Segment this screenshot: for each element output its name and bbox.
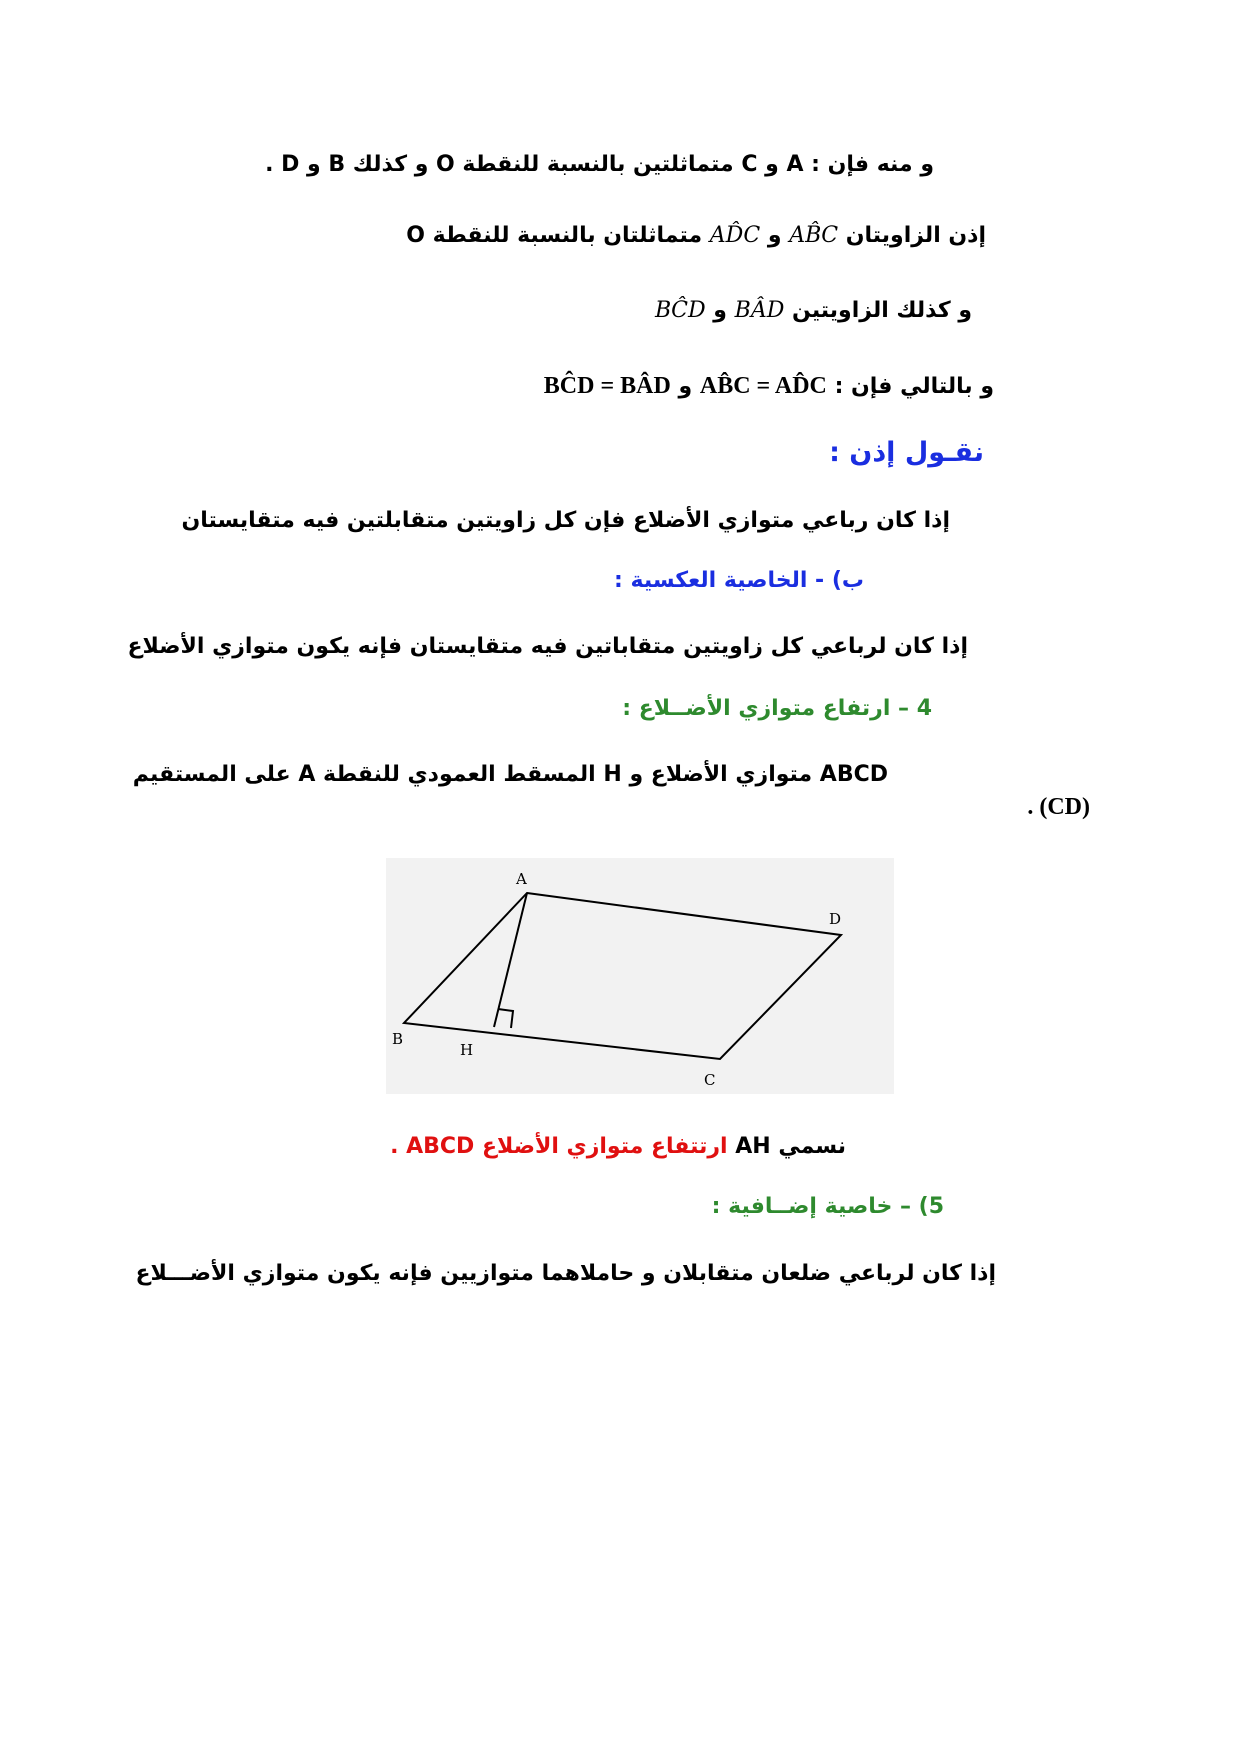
line-conclusion-symmetric-points: و منه فإن : A و C متماثلتين بالنسبة للنقطة O و كذلك B و D . — [265, 152, 934, 177]
property-statement: إذا كان رباعي متوازي الأضلاع فإن كل زاويتين متقابلتين فيه متقايستان — [181, 508, 950, 533]
additional-property-statement: إذا كان لرباعي ضلعان متقابلان و حاملاهما متوازيين فإنه يكون متوازي الأضـــلاع — [135, 1261, 996, 1286]
height-definition-line1: ABCD متوازي الأضلاع و H المسقط العمودي للنقطة A على المستقيم — [132, 762, 888, 787]
height-section-heading: 4 – ارتفاع متوازي الأضــلاع : — [622, 696, 932, 721]
line-other-angles — [655, 296, 972, 326]
parallelogram-diagram — [386, 858, 894, 1094]
conjunction: و — [767, 223, 782, 248]
angle-abc: AB̂C — [789, 223, 839, 248]
vertex-label-h: H — [460, 1041, 474, 1059]
conjunction: و — [678, 374, 693, 399]
right-angle-mark — [498, 1009, 513, 1028]
equalities-prefix: و بالتالي فإن : — [834, 374, 994, 399]
symmetric-angles-prefix: إذن الزاويتان — [845, 223, 986, 248]
parallelogram-figure — [386, 858, 894, 1094]
line-symmetric-angles — [406, 221, 986, 251]
altitude-ah — [494, 893, 527, 1027]
height-naming-definition: ارتتفاع متوازي الأضلاع ABCD . — [390, 1134, 728, 1159]
angle-bcd: BĈD — [654, 298, 706, 323]
vertex-label-d: D — [829, 910, 842, 928]
equality-bcd-bad: BĈD = BÂD — [543, 373, 671, 399]
parallelogram-abcd — [404, 893, 841, 1059]
conjunction: و — [713, 298, 727, 323]
height-definition-line2: (CD) . — [1027, 794, 1090, 820]
angle-adc: AD̂C — [709, 223, 761, 248]
we-say-heading: نقـول إذن : — [829, 437, 984, 468]
additional-property-heading: 5) – خاصية إضــافية : — [711, 1194, 944, 1219]
height-naming-line — [390, 1132, 846, 1162]
equality-abc-adc: AB̂C = AD̂C — [699, 373, 827, 399]
vertex-label-b: B — [392, 1030, 404, 1048]
angle-bad: BÂD — [734, 298, 785, 323]
converse-statement: إذا كان لرباعي كل زاويتين متقاباتين فيه متقايستان فإنه يكون متوازي الأضلاع — [127, 634, 968, 659]
vertex-label-c: C — [704, 1071, 716, 1089]
symmetric-angles-suffix: متماثلتان بالنسبة للنقطة O — [406, 223, 703, 248]
vertex-label-a: A — [516, 870, 527, 888]
line-angle-equalities — [544, 371, 994, 402]
converse-heading: ب) - الخاصية العكسية : — [614, 568, 864, 593]
other-angles-prefix: و كذلك الزاويتين — [792, 298, 972, 323]
height-naming-prefix: نسمي AH — [735, 1134, 846, 1159]
